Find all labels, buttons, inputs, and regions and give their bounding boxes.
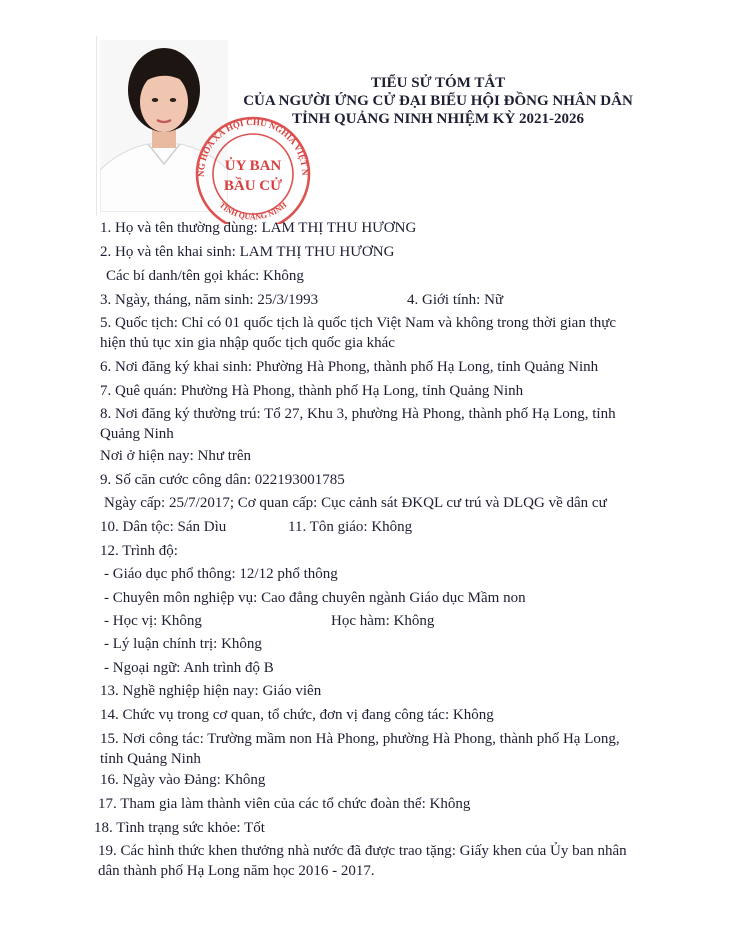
field-value: 25/7/2017;: [168, 495, 234, 511]
field-ethnicity: [100, 517, 226, 537]
field-label: 10. Dân tộc:: [100, 519, 178, 535]
field-value: Không: [263, 268, 304, 284]
field-academic-degree: [104, 611, 202, 631]
seal-line-2: BẦU CỬ: [223, 178, 283, 194]
field-label: 6. Nơi đăng ký khai sinh:: [100, 359, 256, 375]
header-line-2: CỦA NGƯỜI ỨNG CỬ ĐẠI BIỂU HỘI ĐỒNG NHÂN DÂN: [243, 93, 633, 109]
field-value: Chỉ có 01 quốc tịch là quốc tịch Việt Nam và không trong thời gian thực hiện thủ tục xin gia nhập quốc tịch quốc gia khác: [100, 315, 617, 351]
field-permanent-residence: [100, 404, 640, 444]
field-label: 19. Các hình thức khen thưởng nhà nước đã được trao tặng:: [98, 843, 460, 859]
header-line-1: TIỂU SỬ TÓM TẮT: [370, 75, 506, 91]
field-birth-date: [100, 290, 318, 310]
field-value: Sán Dìu: [177, 519, 227, 535]
field-foreign-language: [104, 658, 274, 678]
field-value: Không: [221, 636, 262, 652]
field-label: 5. Quốc tịch:: [100, 315, 182, 331]
field-nationality: [100, 313, 640, 353]
field-label: 2. Họ và tên khai sinh:: [100, 244, 240, 260]
field-awards: [98, 841, 638, 881]
field-birth-name: [100, 242, 394, 262]
field-label: 17. Tham gia làm thành viên của các tổ chức đoàn thể:: [98, 796, 430, 812]
seal-ring-bottom: TỈNH QUẢNG NINH: [217, 200, 289, 222]
field-label: - Học vị:: [104, 613, 162, 629]
field-position: [100, 705, 494, 725]
field-label: - Ngoại ngữ:: [104, 660, 184, 676]
field-value: Anh trình độ B: [183, 660, 274, 676]
field-education-heading: [100, 541, 178, 561]
field-value: Không: [452, 707, 494, 723]
field-label: 7. Quê quán:: [100, 383, 181, 399]
field-label: - Giáo dục phổ thông:: [104, 566, 240, 582]
field-value: Như trên: [197, 448, 252, 464]
field-value: Phường Hà Phong, thành phố Hạ Long, tỉnh Quảng Ninh: [180, 383, 524, 399]
field-label: 18. Tình trạng sức khỏe:: [94, 820, 245, 836]
field-party-join-date: [100, 770, 265, 790]
election-committee-seal: [186, 112, 320, 224]
field-value: Không: [224, 772, 266, 788]
field-value: Tốt: [244, 820, 265, 836]
field-label: 15. Nơi công tác:: [100, 731, 208, 747]
field-value: LAM THỊ THU HƯƠNG: [261, 220, 417, 236]
seal-ring-top: NG HÒA XÃ HỘI CHỦ NGHĨA VIỆT N: [195, 116, 311, 177]
field-political-theory: [104, 634, 262, 654]
seal-line-1: ỦY BAN: [224, 158, 282, 174]
field-value: Không: [429, 796, 471, 812]
field-value: Trường mầm non Hà Phong, phường Hà Phong, thành phố Hạ Long, tỉnh Quảng Ninh: [100, 731, 620, 767]
field-value: 25/3/1993: [257, 292, 319, 308]
field-value: LAM THỊ THU HƯƠNG: [239, 244, 395, 260]
field-academic-rank: [331, 611, 434, 631]
field-label: Ngày cấp:: [104, 495, 169, 511]
field-religion: [288, 517, 412, 537]
field-specialization: [104, 588, 526, 608]
field-value: Không: [371, 519, 413, 535]
field-organizations: [98, 794, 470, 814]
field-value: Tổ 27, Khu 3, phường Hà Phong, thành phố Hạ Long, tỉnh Quảng Ninh: [100, 406, 616, 442]
field-workplace: [100, 729, 640, 769]
document-header: [222, 74, 654, 128]
field-value: Không: [161, 613, 202, 629]
field-value: Giấy khen của Ủy ban nhân dân thành phố Hạ Long năm học 2016 - 2017.: [98, 843, 627, 879]
field-citizen-id: [100, 470, 345, 490]
field-occupation: [100, 681, 321, 701]
field-value: Cục cảnh sát ĐKQL cư trú và DLQG về dân cư: [321, 495, 607, 511]
field-label: 11. Tôn giáo:: [288, 519, 372, 535]
field-birth-registration: [100, 357, 598, 377]
field-current-residence: [100, 446, 251, 466]
field-label: 12. Trình độ:: [100, 543, 178, 559]
field-label: 4. Giới tính:: [407, 292, 485, 308]
field-health: [94, 818, 265, 838]
field-value: Không: [393, 613, 435, 629]
header-line-3: TỈNH QUẢNG NINH NHIỆM KỲ 2021-2026: [291, 111, 585, 127]
field-label: 9. Số căn cước công dân:: [100, 472, 255, 488]
field-label: - Lý luận chính trị:: [104, 636, 222, 652]
field-label: Các bí danh/tên gọi khác:: [106, 268, 264, 284]
field-value: 022193001785: [254, 472, 345, 488]
field-label: 16. Ngày vào Đảng:: [100, 772, 225, 788]
field-aliases: [106, 266, 304, 286]
field-id-issue: [104, 493, 607, 513]
field-label: - Chuyên môn nghiệp vụ:: [104, 590, 262, 606]
field-hometown: [100, 381, 523, 401]
field-value: Giáo viên: [262, 683, 322, 699]
field-label: 8. Nơi đăng ký thường trú:: [100, 406, 265, 422]
field-label: Nơi ở hiện nay:: [100, 448, 198, 464]
page-edge-line: [96, 36, 97, 216]
field-value: 12/12 phổ thông: [239, 566, 338, 582]
field-label: 1. Họ và tên thường dùng:: [100, 220, 262, 236]
field-label: 3. Ngày, tháng, năm sinh:: [100, 292, 258, 308]
field-value: Cao đẳng chuyên ngành Giáo dục Mầm non: [261, 590, 526, 606]
field-label: Cơ quan cấp:: [237, 495, 322, 511]
field-general-education: [104, 564, 338, 584]
field-label: 14. Chức vụ trong cơ quan, tổ chức, đơn vị đang công tác:: [100, 707, 453, 723]
field-common-name: [100, 218, 416, 238]
field-gender: [407, 290, 503, 310]
field-value: Phường Hà Phong, thành phố Hạ Long, tỉnh Quảng Ninh: [255, 359, 599, 375]
field-label: Học hàm:: [331, 613, 394, 629]
field-value: Nữ: [484, 292, 504, 308]
field-label: 13. Nghề nghiệp hiện nay:: [100, 683, 263, 699]
